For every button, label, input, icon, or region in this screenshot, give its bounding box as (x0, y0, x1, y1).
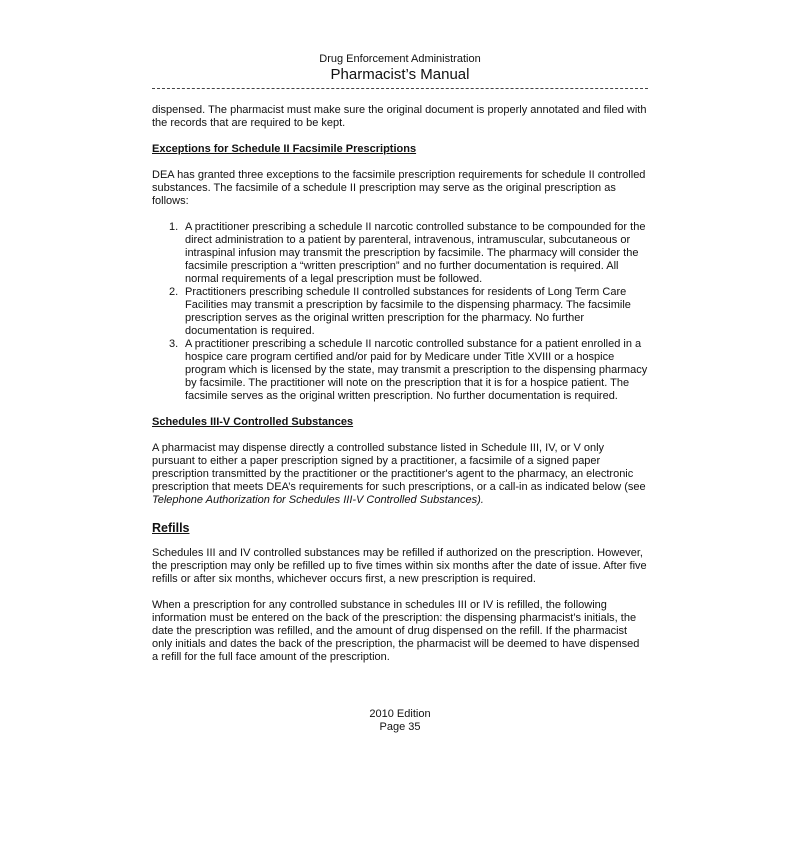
refills-heading: Refills (152, 521, 190, 535)
list-item-text: A practitioner prescribing a schedule II narcotic controlled substance to be compounded for the direct administration to a patient by parenteral, intravenous, intramuscular, subcutaneous or intraspinal infusion may transmit the prescription by facsimile. The pharmacy will consider the facsimile prescription a “written prescription” and no further documentation is required. All normal requirements of a legal prescription must be followed. (185, 221, 646, 285)
page-number: Page 35 (379, 721, 421, 733)
refills-paragraph-2: When a prescription for any controlled substance in schedules III or IV is refilled, the following information must be entered on the back of the prescription: the dispensing pharmacist’s initials, the date the prescription was refilled, and the amount of drug dispensed on the refill. If the pharmacist only initials and dates the back of the prescription, the pharmacist will be deemed to have dispensed a refill for the full face amount of the prescription. (152, 599, 640, 663)
list-item-text: Practitioners prescribing schedule II controlled substances for residents of Long Term Care Facilities may transmit a prescription by facsimile to the dispensing pharmacy. The facsimile prescription serves as the original written prescription for the pharmacy. No further documentation is required. (185, 286, 631, 337)
list-item-text: A practitioner prescribing a schedule II narcotic controlled substance for a patient enrolled in a hospice care program certified and/or paid for by Medicare under Title XVIII or a hospice program which is licensed by the state, may transmit a prescription to the dispensing pharmacy by facsimile. The practitioner will note on the prescription that it is for a hospice patient. The facsimile serves as the original written prescription. No further documentation is required. (185, 338, 648, 402)
exceptions-heading: Exceptions for Schedule II Facsimile Prescriptions (152, 143, 417, 155)
exceptions-intro: DEA has granted three exceptions to the facsimile prescription requirements for schedule II controlled substances. The facsimile of a schedule II prescription may serve as the original prescription as follows: (152, 169, 646, 207)
list-item (152, 221, 648, 286)
list-item (152, 286, 648, 338)
page-footer (0, 708, 800, 734)
manual-title: Pharmacist’s Manual (330, 66, 470, 83)
list-item-number: 3. (169, 338, 179, 350)
schedules-body: A pharmacist may dispense directly a controlled substance listed in Schedule III, IV, or V only pursuant to either a paper prescription signed by a practitioner, a facsimile of a signed paper prescription transmitted by the practitioner or the practitioner's agent to the pharmacy, an electronic prescription that meets DEA’s requirements for such prescriptions, or a call-in as indicated below (see (152, 442, 646, 493)
list-item (152, 338, 648, 403)
header-divider (152, 88, 648, 89)
refills-paragraph-1: Schedules III and IV controlled substances may be refilled if authorized on the prescription. However, the prescription may only be refilled up to five times within six months after the date of issue. After five refills or after six months, whichever occurs first, a new prescription is required. (152, 547, 647, 585)
list-item-number: 1. (169, 221, 179, 233)
continuation-paragraph: dispensed. The pharmacist must make sure the original document is properly annotated and filed with the records that are required to be kept. (152, 104, 647, 129)
page-content (152, 104, 648, 677)
page-header (0, 52, 800, 84)
edition-label: 2010 Edition (369, 708, 431, 720)
list-item-number: 2. (169, 286, 179, 298)
organization-name: Drug Enforcement Administration (319, 53, 481, 65)
exceptions-list (152, 221, 648, 403)
schedules-paragraph (152, 442, 648, 507)
telephone-authorization-reference: Telephone Authorization for Schedules III-V Controlled Substances). (152, 494, 484, 506)
schedules-heading: Schedules III-V Controlled Substances (152, 416, 354, 428)
